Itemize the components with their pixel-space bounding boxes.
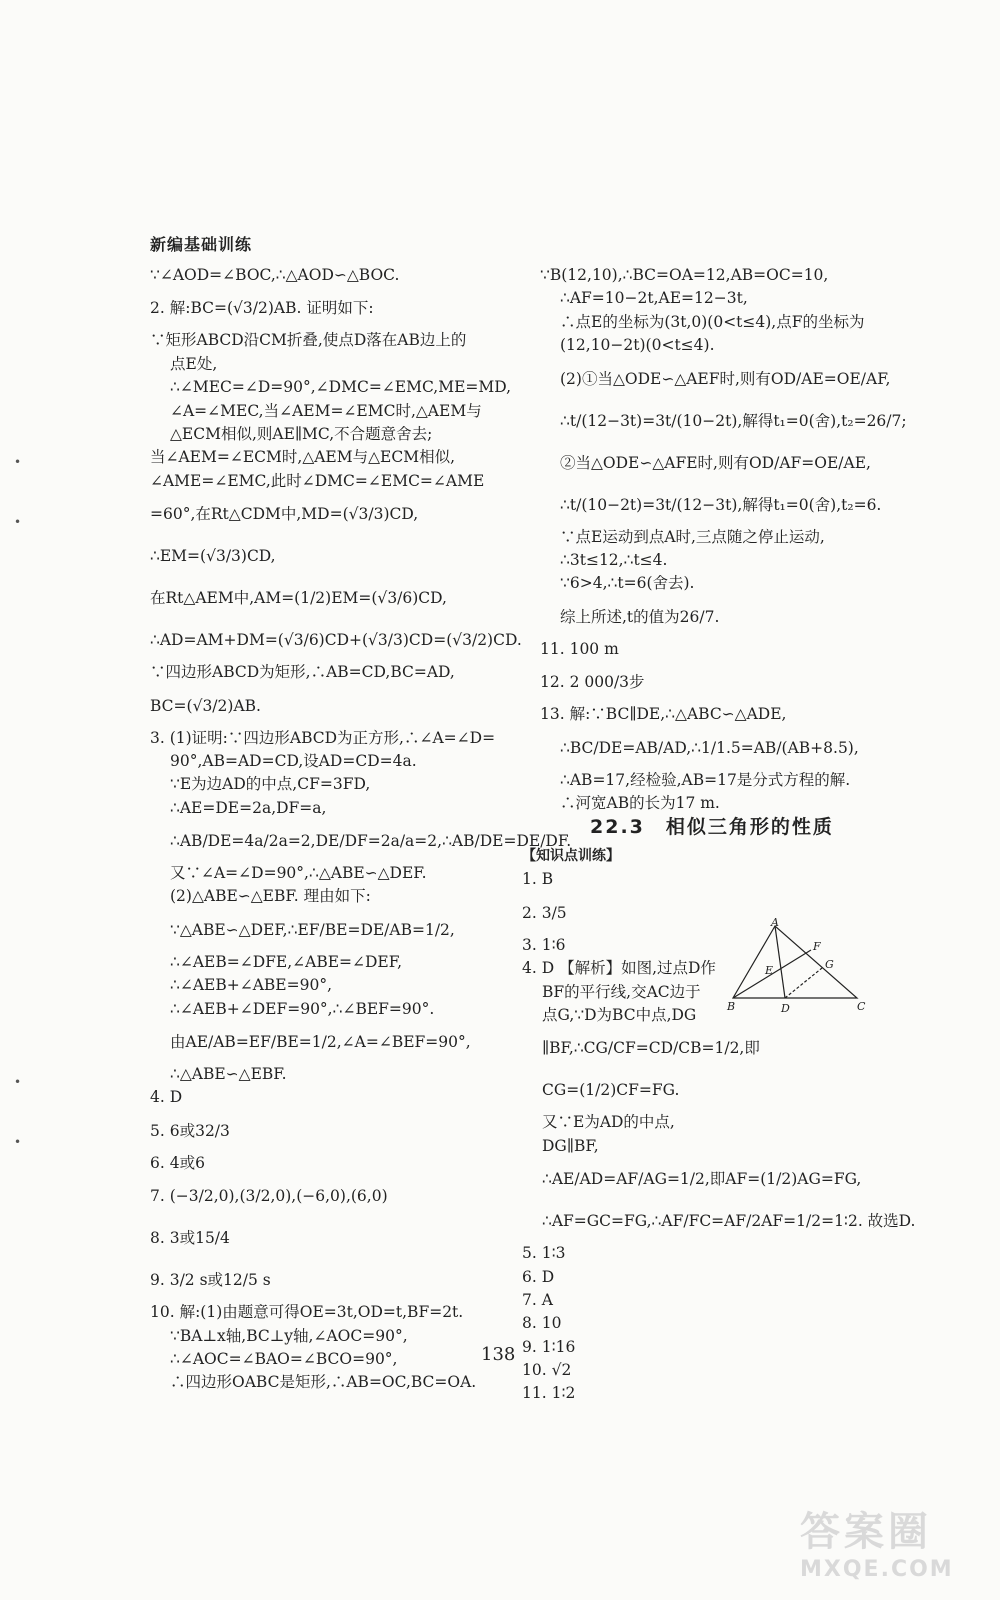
text-line: ∴△ABE∽△EBF. <box>170 1065 287 1084</box>
watermark-logo <box>800 1500 980 1590</box>
text-line: ∴河宽AB的长为17 m. <box>560 793 720 812</box>
text-line: 综上所述,t的值为26/7. <box>560 607 720 626</box>
text-line: ∵BA⊥x轴,BC⊥y轴,∠AOC=90°, <box>170 1326 408 1345</box>
text-line: 点G,∵D为BC中点,DG <box>542 1005 697 1024</box>
text-line: =60°,在Rt△CDM中,MD=(√3/3)CD, <box>150 505 419 524</box>
text-line: ∠A=∠MEC,当∠AEM=∠EMC时,△AEM与 <box>170 401 482 420</box>
text-line: 3. (1)证明:∵四边形ABCD为正方形,∴∠A=∠D= <box>150 728 496 747</box>
label-f: F <box>813 940 821 953</box>
text-line: 4. D 【解析】如图,过点D作 <box>522 959 716 978</box>
text-line: 4. D <box>150 1088 183 1107</box>
text-line: ∵B(12,10),∴BC=OA=12,AB=OC=10, <box>540 266 829 284</box>
text-line: 6. 4或6 <box>150 1153 205 1172</box>
text-line: 7. A <box>522 1290 553 1309</box>
text-line: ∴AF=GC=FG,∴AF/FC=AF/2AF=1/2=1∶2. 故选D. <box>542 1212 916 1231</box>
text-line: ∴∠AEB+∠DEF=90°,∴∠BEF=90°. <box>170 999 435 1018</box>
text-line: 2. 3/5 <box>522 903 567 922</box>
text-line: ∴∠AOC=∠BAO=∠BCO=90°, <box>170 1349 398 1368</box>
text-line: ∴∠MEC=∠D=90°,∠DMC=∠EMC,ME=MD, <box>170 378 512 397</box>
text-line: ∠AME=∠EMC,此时∠DMC=∠EMC=∠AME <box>150 471 485 490</box>
text-line: 又∵∠A=∠D=90°,∴△ABE∽△DEF. <box>170 864 427 883</box>
text-line: ∴∠AEB=∠DFE,∠ABE=∠DEF, <box>170 952 403 971</box>
text-line: 5. 1∶3 <box>522 1244 566 1263</box>
watermark-bottom: MXQE.COM <box>800 1557 954 1582</box>
text-line: DG∥BF, <box>542 1136 599 1155</box>
text-line: ∵∠AOD=∠BOC,∴△AOD∽△BOC. <box>150 266 400 284</box>
text-line: 又∵E为AD的中点, <box>542 1113 675 1132</box>
text-line: ∵点E运动到点A时,三点随之停止运动, <box>560 527 825 546</box>
text-line: 6. D <box>522 1267 555 1286</box>
text-line: ∥BF,∴CG/CF=CD/CB=1/2,即 <box>542 1039 760 1058</box>
text-line: ∵E为边AD的中点,CF=3FD, <box>170 775 371 794</box>
text-line: 【知识点训练】 <box>522 848 620 864</box>
text-line: BC=(√3/2)AB. <box>150 696 261 715</box>
section-header: 新编基础训练 <box>150 235 253 254</box>
text-line: ∴t/(10−2t)=3t/(12−3t),解得t₁=0(舍),t₂=6. <box>560 495 882 514</box>
label-a: A <box>771 916 779 929</box>
text-line: ∵矩形ABCD沿CM折叠,使点D落在AB边上的 <box>150 331 467 350</box>
margin-mark: • <box>14 455 22 469</box>
right-column-top <box>540 264 907 815</box>
text-line: ∴∠AEB+∠ABE=90°, <box>170 976 333 995</box>
text-line: ∴3t≤12,∴t≤4. <box>560 550 668 569</box>
text-line: ∴AB=17,经检验,AB=17是分式方程的解. <box>560 770 851 789</box>
text-line: 11. 100 m <box>540 639 619 658</box>
triangle-diagram <box>727 916 867 1015</box>
text-line: 1. B <box>522 870 554 889</box>
label-b: B <box>727 1000 736 1013</box>
text-line: ∴四边形OABC是矩形,∴AB=OC,BC=OA. <box>170 1373 477 1392</box>
label-c: C <box>857 1000 866 1013</box>
margin-mark: • <box>14 515 22 529</box>
text-line: BF的平行线,交AC边于 <box>542 982 701 1001</box>
text-line: 8. 10 <box>522 1314 562 1333</box>
text-line: 90°,AB=AD=CD,设AD=CD=4a. <box>170 751 417 770</box>
text-line: CG=(1/2)CF=FG. <box>542 1081 680 1100</box>
text-line: ∴AE=DE=2a,DF=a, <box>170 798 327 817</box>
label-e: E <box>765 964 774 977</box>
text-line: ∴点E的坐标为(3t,0)(0<t≤4),点F的坐标为 <box>560 312 865 331</box>
text-line: 13. 解:∵BC∥DE,∴△ABC∽△ADE, <box>540 705 787 724</box>
text-line: 7. (−3/2,0),(3/2,0),(−6,0),(6,0) <box>150 1187 388 1206</box>
watermark-top: 答案圈 <box>800 1509 932 1555</box>
text-line: ②当△ODE∽△AFE时,则有OD/AF=OE/AE, <box>560 453 871 472</box>
text-line: (12,10−2t)(0<t≤4). <box>560 336 715 355</box>
text-line: △ECM相似,则AE∥MC,不合题意舍去; <box>170 424 433 443</box>
label-d: D <box>781 1002 790 1015</box>
text-line: 8. 3或15/4 <box>150 1229 230 1248</box>
text-line: ∵四边形ABCD为矩形,∴AB=CD,BC=AD, <box>150 663 455 682</box>
text-line: 12. 2 000/3步 <box>540 673 645 692</box>
text-line: (2)△ABE∽△EBF. 理由如下: <box>170 887 371 906</box>
text-line: 10. 解:(1)由题意可得OE=3t,OD=t,BF=2t. <box>150 1303 464 1322</box>
text-line: ∵△ABE∽△DEF,∴EF/BE=DE/AB=1/2, <box>170 920 455 939</box>
label-g: G <box>825 958 834 971</box>
text-line: 9. 1∶16 <box>522 1337 576 1356</box>
text-line: 11. 1∶2 <box>522 1384 576 1403</box>
text-line: 10. √2 <box>522 1361 572 1380</box>
text-line: ∵6>4,∴t=6(舍去). <box>560 574 695 593</box>
line-ad <box>775 926 785 998</box>
line-dg <box>785 968 822 998</box>
text-line: ∴AF=10−2t,AE=12−3t, <box>560 289 748 308</box>
text-line: ∴AD=AM+DM=(√3/6)CD+(√3/3)CD=(√3/2)CD. <box>150 631 522 650</box>
text-line: (2)①当△ODE∽△AEF时,则有OD/AE=OE/AF, <box>560 369 891 388</box>
text-line: ∴BC/DE=AB/AD,∴1/1.5=AB/(AB+8.5), <box>560 738 859 757</box>
text-line: 在Rt△AEM中,AM=(1/2)EM=(√3/6)CD, <box>150 589 447 608</box>
text-line: 由AE/AB=EF/BE=1/2,∠A=∠BEF=90°, <box>170 1033 471 1052</box>
margin-mark: • <box>14 1075 22 1089</box>
text-line: 当∠AEM=∠ECM时,△AEM与△ECM相似, <box>150 448 456 467</box>
text-line: ∴t/(12−3t)=3t/(10−2t),解得t₁=0(舍),t₂=26/7; <box>560 411 907 430</box>
text-line: 点E处, <box>170 354 218 373</box>
text-line: ∴AE/AD=AF/AG=1/2,即AF=(1/2)AG=FG, <box>542 1170 862 1189</box>
text-line: 5. 6或32/3 <box>150 1121 230 1140</box>
text-line: 9. 3/2 s或12/5 s <box>150 1271 271 1290</box>
margin-mark: • <box>14 1135 22 1149</box>
text-line: 2. 解:BC=(√3/2)AB. 证明如下: <box>150 299 374 318</box>
text-line: ∴EM=(√3/3)CD, <box>150 547 276 566</box>
section-title: 22.3 相似三角形的性质 <box>590 816 834 838</box>
text-line: 3. 1∶6 <box>522 935 566 954</box>
text-line: ∴AB/DE=4a/2a=2,DE/DF=2a/a=2,∴AB/DE=DE/DF. <box>170 832 572 851</box>
page-number: 138 <box>481 1344 516 1365</box>
